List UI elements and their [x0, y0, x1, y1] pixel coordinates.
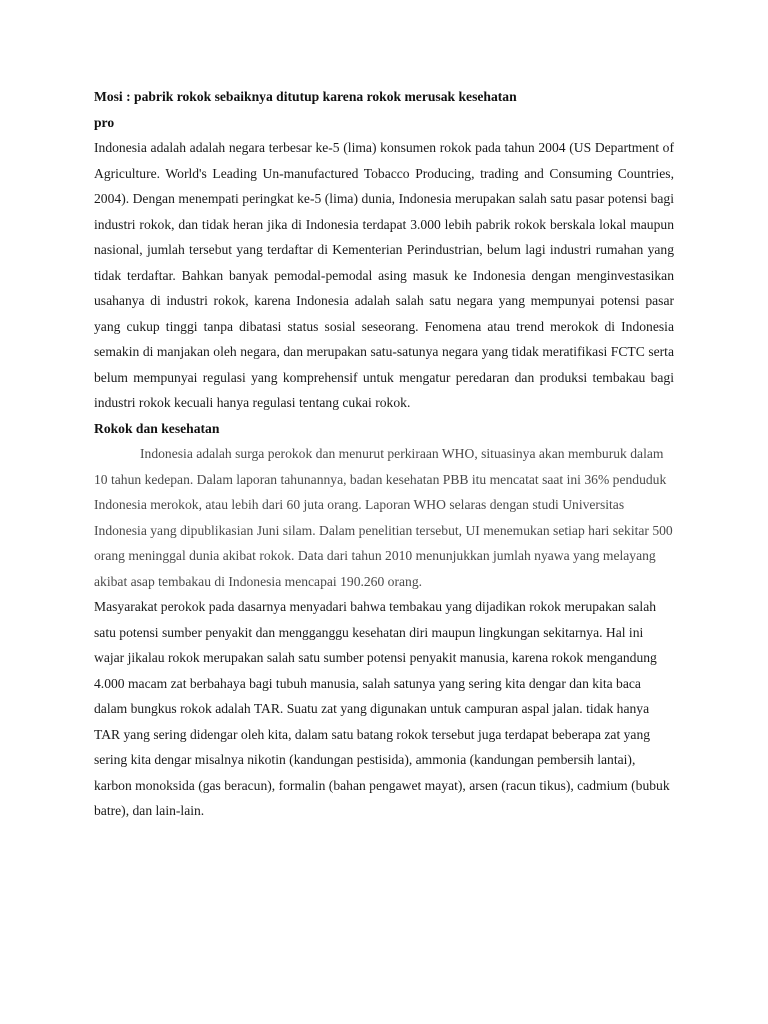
- paragraph-health-risks: Masyarakat perokok pada dasarnya menyadari bahwa tembakau yang dijadikan rokok merupakan salah satu potensi sumber penyakit dan mengganggu kesehatan diri maupun lingkungan sekitarnya. Hal ini wajar jikalau rokok merupakan salah satu sumber potensi penyakit manusia, karena rokok mengandung 4.000 macam zat berbahaya bagi tubuh manusia, salah satunya yang sering kita dengar dan kita baca dalam bungkus rokok adalah TAR. Suatu zat yang digunakan untuk campuran aspal jalan. tidak hanya TAR yang sering didengar oleh kita, dalam satu batang rokok tersebut juga terdapat beberapa zat yang sering kita dengar misalnya nikotin (kandungan pestisida), ammonia (kandungan pembersih lantai), karbon monoksida (gas beracun), formalin (bahan pengawet mayat), arsen (racun tikus), cadmium (bubuk batre), dan lain-lain.: [94, 599, 670, 818]
- paragraph-consumption: Indonesia adalah adalah negara terbesar ke-5 (lima) konsumen rokok pada tahun 2004 (US Department of Agriculture. World's Leading Un-manufactured Tobacco Producing, trading and Consuming Countries, 2004). Dengan menempati peringkat ke-5 (lima) dunia, Indonesia merupakan salah satu pasar potensi bagi industri rokok, dan tidak heran jika di Indonesia terdapat 3.000 lebih pabrik rokok berskala lokal maupun nasional, jumlah tersebut yang terdaftar di Kementerian Perindustrian, belum lagi industri rumahan yang tidak terdaftar. Bahkan banyak pemodal-pemodal asing masuk ke Indonesia dengan menginvestasikan usahanya di industri rokok, karena Indonesia adalah salah satu negara yang mempunyai potensi pasar yang cukup tinggi tanpa dibatasi status sosial seseorang. Fenomena atau trend merokok di Indonesia semakin di manjakan oleh negara, dan merupakan satu-satunya negara yang tidak meratifikasi FCTC serta belum mempunyai regulasi yang komprehensif untuk mengatur peredaran dan produksi tembakau bagi industri rokok kecuali hanya regulasi tentang cukai rokok.: [94, 140, 674, 410]
- motion-title: Mosi : pabrik rokok sebaiknya ditutup karena rokok merusak kesehatan: [94, 89, 517, 104]
- document-body: [94, 84, 674, 824]
- side-label: pro: [94, 114, 115, 130]
- section-heading: Rokok dan kesehatan: [94, 420, 220, 436]
- paragraph-who-report: Indonesia adalah surga perokok dan menurut perkiraan WHO, situasinya akan memburuk dalam 10 tahun kedepan. Dalam laporan tahunannya, badan kesehatan PBB itu mencatat saat ini 36% penduduk Indonesia merokok, atau lebih dari 60 juta orang. Laporan WHO selaras dengan studi Universitas Indonesia yang dipublikasian Juni silam. Dalam penelitian tersebut, UI menemukan setiap hari sekitar 500 orang meninggal dunia akibat rokok. Data dari tahun 2010 menunjukkan jumlah nyawa yang melayang akibat asap tembakau di Indonesia mencapai 190.260 orang.: [94, 446, 673, 589]
